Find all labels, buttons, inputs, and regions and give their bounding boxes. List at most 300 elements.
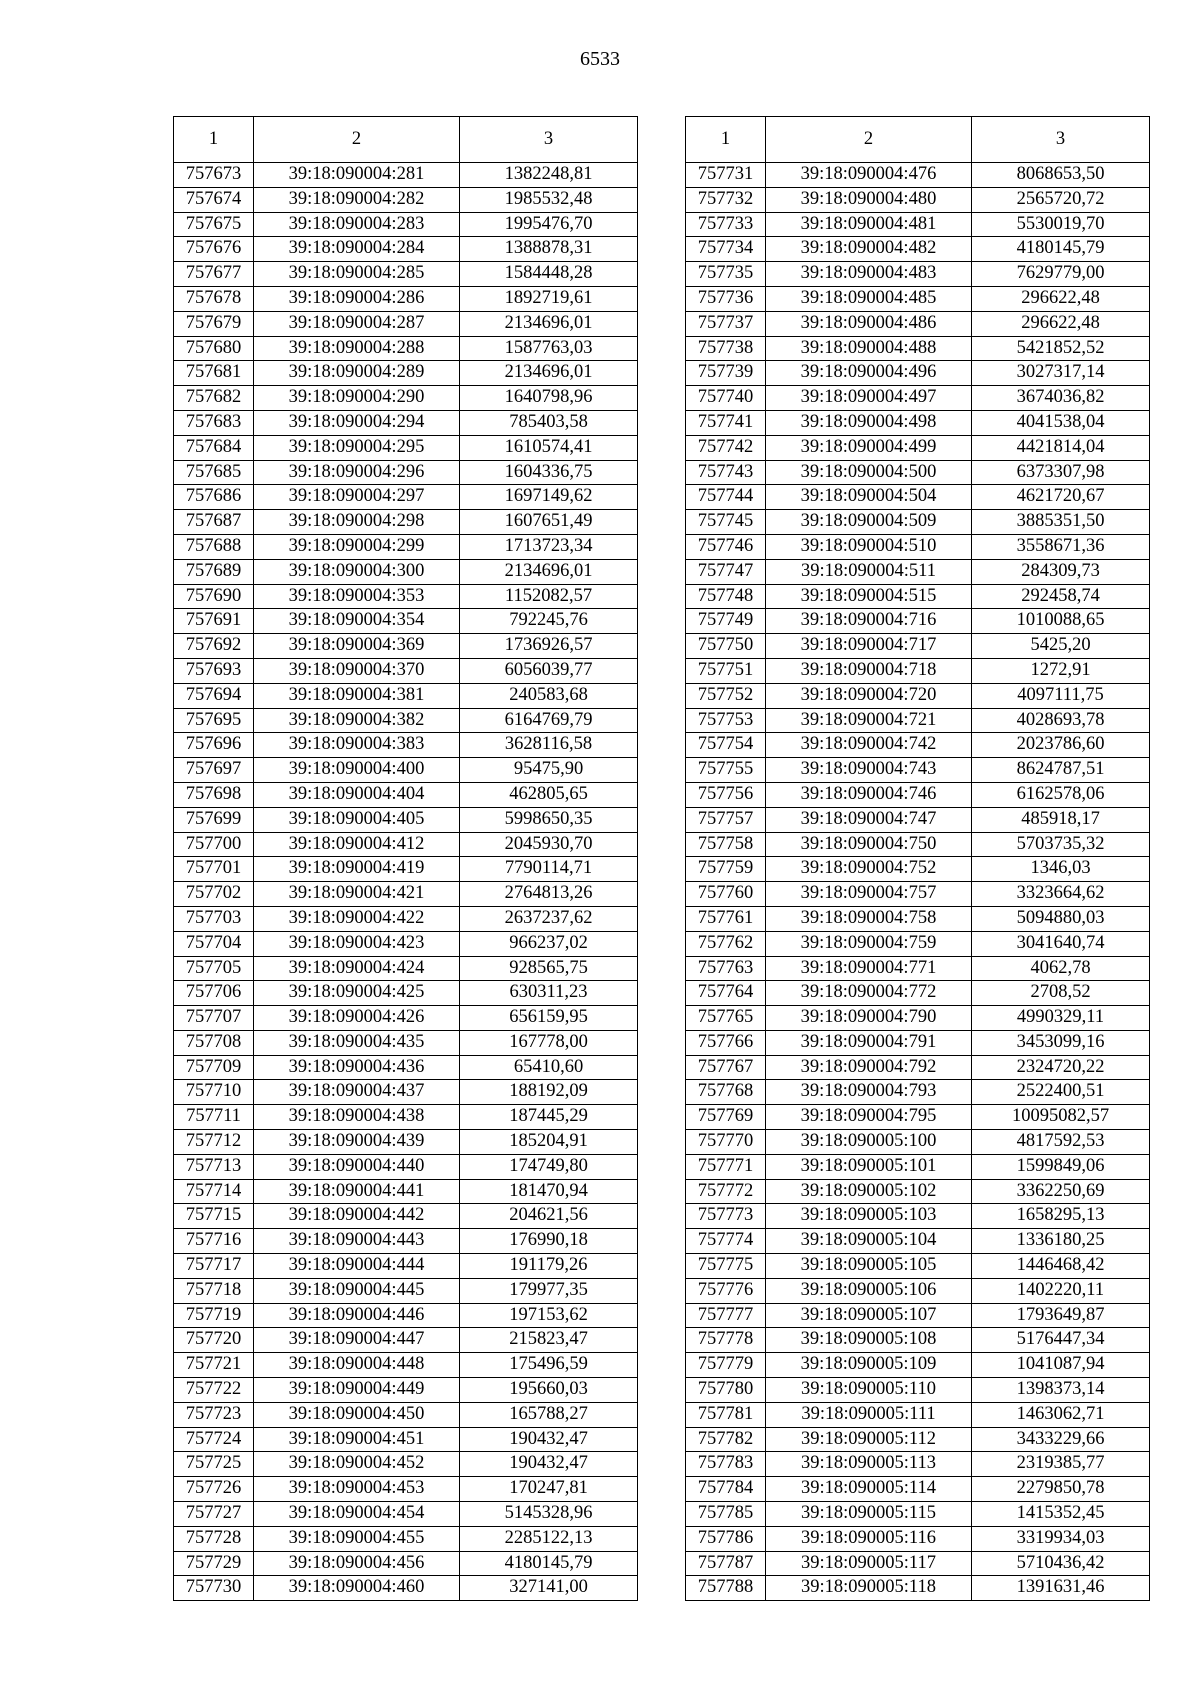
cadastral-number: 39:18:090004:443 [254,1229,460,1254]
cadastral-value: 5145328,96 [460,1502,638,1527]
left-table-body [174,163,638,1601]
record-number: 757749 [686,609,766,634]
cadastral-value: 1985532,48 [460,187,638,212]
cadastral-number: 39:18:090004:299 [254,534,460,559]
table-row [686,807,1150,832]
record-number: 757703 [174,906,254,931]
record-number: 757707 [174,1006,254,1031]
record-number: 757691 [174,609,254,634]
cadastral-value: 4180145,79 [460,1551,638,1576]
table-row [686,1378,1150,1403]
table-row [686,212,1150,237]
table-row [174,758,638,783]
cadastral-value: 5703735,32 [972,832,1150,857]
record-number: 757770 [686,1130,766,1155]
cadastral-value: 7790114,71 [460,857,638,882]
table-row [686,410,1150,435]
table-row [686,286,1150,311]
record-number: 757714 [174,1179,254,1204]
record-number: 757708 [174,1030,254,1055]
cadastral-value: 5094880,03 [972,906,1150,931]
record-number: 757745 [686,510,766,535]
cadastral-number: 39:18:090004:438 [254,1105,460,1130]
table-row [174,1229,638,1254]
table-row [686,510,1150,535]
record-number: 757755 [686,758,766,783]
record-number: 757712 [174,1130,254,1155]
record-number: 757783 [686,1452,766,1477]
cadastral-value: 1272,91 [972,658,1150,683]
cadastral-number: 39:18:090004:446 [254,1303,460,1328]
record-number: 757724 [174,1427,254,1452]
record-number: 757771 [686,1154,766,1179]
cadastral-number: 39:18:090004:423 [254,931,460,956]
cadastral-number: 39:18:090005:114 [766,1477,972,1502]
record-number: 757680 [174,336,254,361]
record-number: 757694 [174,683,254,708]
cadastral-number: 39:18:090004:412 [254,832,460,857]
cadastral-number: 39:18:090004:450 [254,1402,460,1427]
cadastral-number: 39:18:090004:772 [766,981,972,1006]
cadastral-number: 39:18:090004:436 [254,1055,460,1080]
cadastral-value: 292458,74 [972,584,1150,609]
record-number: 757746 [686,534,766,559]
table-row [174,1477,638,1502]
table-row [174,1551,638,1576]
table-row [174,1204,638,1229]
record-number: 757686 [174,485,254,510]
cadastral-number: 39:18:090004:515 [766,584,972,609]
record-number: 757701 [174,857,254,882]
table-row [174,1130,638,1155]
table-row [686,658,1150,683]
cadastral-value: 3628116,58 [460,733,638,758]
record-number: 757706 [174,981,254,1006]
cadastral-value: 240583,68 [460,683,638,708]
cadastral-value: 327141,00 [460,1576,638,1601]
table-row [174,1303,638,1328]
record-number: 757695 [174,708,254,733]
cadastral-number: 39:18:090004:504 [766,485,972,510]
table-row [174,1006,638,1031]
table-row [686,1204,1150,1229]
cadastral-number: 39:18:090004:746 [766,782,972,807]
record-number: 757786 [686,1526,766,1551]
table-row [686,460,1150,485]
table-row [174,584,638,609]
cadastral-value: 3433229,66 [972,1427,1150,1452]
cadastral-value: 1607651,49 [460,510,638,535]
record-number: 757743 [686,460,766,485]
table-row [686,163,1150,188]
cadastral-number: 39:18:090005:110 [766,1378,972,1403]
record-number: 757758 [686,832,766,857]
record-number: 757729 [174,1551,254,1576]
cadastral-number: 39:18:090005:113 [766,1452,972,1477]
column-header-3: 3 [460,117,638,163]
cadastral-value: 5530019,70 [972,212,1150,237]
record-number: 757788 [686,1576,766,1601]
cadastral-value: 1584448,28 [460,262,638,287]
cadastral-value: 2522400,51 [972,1080,1150,1105]
record-number: 757763 [686,956,766,981]
cadastral-value: 167778,00 [460,1030,638,1055]
table-row [686,1006,1150,1031]
left-table [173,116,638,1601]
cadastral-number: 39:18:090004:284 [254,237,460,262]
cadastral-value: 8624787,51 [972,758,1150,783]
cadastral-number: 39:18:090004:285 [254,262,460,287]
table-row [686,237,1150,262]
cadastral-number: 39:18:090005:102 [766,1179,972,1204]
record-number: 757726 [174,1477,254,1502]
cadastral-value: 3319934,03 [972,1526,1150,1551]
cadastral-value: 5710436,42 [972,1551,1150,1576]
table-row [686,1278,1150,1303]
record-number: 757752 [686,683,766,708]
table-row [686,1576,1150,1601]
cadastral-number: 39:18:090004:716 [766,609,972,634]
cadastral-number: 39:18:090005:117 [766,1551,972,1576]
cadastral-number: 39:18:090004:289 [254,361,460,386]
cadastral-value: 2045930,70 [460,832,638,857]
record-number: 757737 [686,311,766,336]
table-row [174,485,638,510]
table-row [686,187,1150,212]
record-number: 757696 [174,733,254,758]
cadastral-number: 39:18:090005:109 [766,1353,972,1378]
table-row [174,1254,638,1279]
table-row [174,386,638,411]
cadastral-number: 39:18:090004:425 [254,981,460,1006]
table-row [174,286,638,311]
table-row [686,1551,1150,1576]
cadastral-number: 39:18:090004:437 [254,1080,460,1105]
record-number: 757768 [686,1080,766,1105]
record-number: 757732 [686,187,766,212]
record-number: 757780 [686,1378,766,1403]
cadastral-value: 6162578,06 [972,782,1150,807]
table-row [174,857,638,882]
table-row [686,1030,1150,1055]
cadastral-number: 39:18:090004:792 [766,1055,972,1080]
table-row [686,534,1150,559]
cadastral-value: 4062,78 [972,956,1150,981]
table-row [686,981,1150,1006]
record-number: 757702 [174,882,254,907]
cadastral-value: 4817592,53 [972,1130,1150,1155]
cadastral-value: 1587763,03 [460,336,638,361]
record-number: 757700 [174,832,254,857]
cadastral-value: 1398373,14 [972,1378,1150,1403]
cadastral-number: 39:18:090004:447 [254,1328,460,1353]
cadastral-number: 39:18:090005:105 [766,1254,972,1279]
cadastral-number: 39:18:090004:743 [766,758,972,783]
table-row [686,1303,1150,1328]
table-row [174,510,638,535]
table-row [686,361,1150,386]
cadastral-value: 185204,91 [460,1130,638,1155]
record-number: 757778 [686,1328,766,1353]
cadastral-number: 39:18:090005:115 [766,1502,972,1527]
cadastral-value: 2319385,77 [972,1452,1150,1477]
cadastral-value: 3362250,69 [972,1179,1150,1204]
cadastral-number: 39:18:090004:353 [254,584,460,609]
table-row [174,1452,638,1477]
table-row [174,1154,638,1179]
cadastral-number: 39:18:090004:451 [254,1427,460,1452]
table-row [174,782,638,807]
cadastral-number: 39:18:090004:509 [766,510,972,535]
cadastral-value: 928565,75 [460,956,638,981]
cadastral-number: 39:18:090004:759 [766,931,972,956]
cadastral-number: 39:18:090004:281 [254,163,460,188]
cadastral-value: 6056039,77 [460,658,638,683]
cadastral-number: 39:18:090004:485 [766,286,972,311]
cadastral-number: 39:18:090004:791 [766,1030,972,1055]
record-number: 757776 [686,1278,766,1303]
table-row [686,1328,1150,1353]
table-row [686,1477,1150,1502]
table-row [174,882,638,907]
table-row [686,931,1150,956]
cadastral-value: 6164769,79 [460,708,638,733]
cadastral-value: 10095082,57 [972,1105,1150,1130]
cadastral-value: 3674036,82 [972,386,1150,411]
cadastral-value: 1010088,65 [972,609,1150,634]
cadastral-value: 191179,26 [460,1254,638,1279]
cadastral-value: 1599849,06 [972,1154,1150,1179]
cadastral-number: 39:18:090004:720 [766,683,972,708]
record-number: 757711 [174,1105,254,1130]
cadastral-value: 176990,18 [460,1229,638,1254]
cadastral-number: 39:18:090004:444 [254,1254,460,1279]
cadastral-value: 4421814,04 [972,435,1150,460]
cadastral-number: 39:18:090004:440 [254,1154,460,1179]
table-row [686,435,1150,460]
cadastral-number: 39:18:090004:757 [766,882,972,907]
cadastral-number: 39:18:090004:442 [254,1204,460,1229]
record-number: 757705 [174,956,254,981]
cadastral-number: 39:18:090004:381 [254,683,460,708]
cadastral-number: 39:18:090004:771 [766,956,972,981]
record-number: 757720 [174,1328,254,1353]
table-row [686,311,1150,336]
cadastral-number: 39:18:090004:419 [254,857,460,882]
cadastral-value: 1736926,57 [460,634,638,659]
record-number: 757734 [686,237,766,262]
cadastral-value: 197153,62 [460,1303,638,1328]
cadastral-value: 462805,65 [460,782,638,807]
cadastral-number: 39:18:090004:717 [766,634,972,659]
cadastral-value: 95475,90 [460,758,638,783]
record-number: 757784 [686,1477,766,1502]
record-number: 757739 [686,361,766,386]
cadastral-number: 39:18:090004:298 [254,510,460,535]
record-number: 757787 [686,1551,766,1576]
record-number: 757688 [174,534,254,559]
record-number: 757762 [686,931,766,956]
table-row [174,1105,638,1130]
table-row [174,1030,638,1055]
record-number: 757692 [174,634,254,659]
table-row [686,1229,1150,1254]
cadastral-number: 39:18:090004:421 [254,882,460,907]
cadastral-number: 39:18:090004:721 [766,708,972,733]
record-number: 757764 [686,981,766,1006]
record-number: 757779 [686,1353,766,1378]
table-row [174,187,638,212]
record-number: 757731 [686,163,766,188]
record-number: 757718 [174,1278,254,1303]
column-header-1: 1 [174,117,254,163]
cadastral-number: 39:18:090004:742 [766,733,972,758]
table-row [174,1278,638,1303]
cadastral-value: 3885351,50 [972,510,1150,535]
record-number: 757750 [686,634,766,659]
cadastral-number: 39:18:090004:790 [766,1006,972,1031]
record-number: 757677 [174,262,254,287]
cadastral-number: 39:18:090005:112 [766,1427,972,1452]
cadastral-number: 39:18:090004:448 [254,1353,460,1378]
record-number: 757723 [174,1402,254,1427]
table-row [686,733,1150,758]
table-row [174,336,638,361]
table-row [174,435,638,460]
table-row [686,386,1150,411]
table-row [174,559,638,584]
table-row [174,733,638,758]
cadastral-number: 39:18:090004:441 [254,1179,460,1204]
record-number: 757742 [686,435,766,460]
table-row [174,1328,638,1353]
record-number: 757722 [174,1378,254,1403]
cadastral-number: 39:18:090005:118 [766,1576,972,1601]
record-number: 757693 [174,658,254,683]
table-row [686,857,1150,882]
cadastral-value: 1713723,34 [460,534,638,559]
table-row [686,262,1150,287]
cadastral-value: 1640798,96 [460,386,638,411]
record-number: 757674 [174,187,254,212]
table-row [686,1402,1150,1427]
cadastral-value: 2708,52 [972,981,1150,1006]
record-number: 757781 [686,1402,766,1427]
cadastral-number: 39:18:090004:456 [254,1551,460,1576]
cadastral-number: 39:18:090004:752 [766,857,972,882]
cadastral-number: 39:18:090005:107 [766,1303,972,1328]
record-number: 757740 [686,386,766,411]
cadastral-number: 39:18:090004:496 [766,361,972,386]
table-row [686,1526,1150,1551]
cadastral-value: 2565720,72 [972,187,1150,212]
cadastral-number: 39:18:090004:455 [254,1526,460,1551]
cadastral-value: 4097111,75 [972,683,1150,708]
table-row [686,1353,1150,1378]
cadastral-number: 39:18:090004:750 [766,832,972,857]
cadastral-value: 1346,03 [972,857,1150,882]
record-number: 757685 [174,460,254,485]
cadastral-value: 195660,03 [460,1378,638,1403]
cadastral-number: 39:18:090005:103 [766,1204,972,1229]
table-row [686,485,1150,510]
record-number: 757673 [174,163,254,188]
record-number: 757751 [686,658,766,683]
cadastral-value: 4990329,11 [972,1006,1150,1031]
record-number: 757676 [174,237,254,262]
record-number: 757717 [174,1254,254,1279]
cadastral-number: 39:18:090004:296 [254,460,460,485]
cadastral-value: 2285122,13 [460,1526,638,1551]
cadastral-number: 39:18:090005:116 [766,1526,972,1551]
table-row [686,1055,1150,1080]
cadastral-number: 39:18:090004:488 [766,336,972,361]
header-row [686,117,1150,163]
cadastral-value: 170247,81 [460,1477,638,1502]
cadastral-value: 2134696,01 [460,311,638,336]
table-row [686,782,1150,807]
cadastral-value: 296622,48 [972,286,1150,311]
table-row [686,1179,1150,1204]
cadastral-number: 39:18:090004:747 [766,807,972,832]
record-number: 757769 [686,1105,766,1130]
table-row [686,336,1150,361]
cadastral-number: 39:18:090004:454 [254,1502,460,1527]
table-row [174,807,638,832]
cadastral-value: 1604336,75 [460,460,638,485]
cadastral-value: 1892719,61 [460,286,638,311]
cadastral-number: 39:18:090004:511 [766,559,972,584]
cadastral-value: 1610574,41 [460,435,638,460]
cadastral-value: 1391631,46 [972,1576,1150,1601]
cadastral-value: 630311,23 [460,981,638,1006]
cadastral-number: 39:18:090004:793 [766,1080,972,1105]
record-number: 757709 [174,1055,254,1080]
right-table-body [686,163,1150,1601]
column-header-3: 3 [972,117,1150,163]
cadastral-number: 39:18:090005:108 [766,1328,972,1353]
cadastral-number: 39:18:090004:439 [254,1130,460,1155]
table-row [174,956,638,981]
table-row [686,1502,1150,1527]
cadastral-number: 39:18:090004:300 [254,559,460,584]
cadastral-value: 2134696,01 [460,559,638,584]
record-number: 757736 [686,286,766,311]
record-number: 757683 [174,410,254,435]
cadastral-value: 1995476,70 [460,212,638,237]
record-number: 757678 [174,286,254,311]
cadastral-value: 1697149,62 [460,485,638,510]
cadastral-value: 2637237,62 [460,906,638,931]
table-row [174,534,638,559]
cadastral-number: 39:18:090004:290 [254,386,460,411]
cadastral-number: 39:18:090004:287 [254,311,460,336]
record-number: 757757 [686,807,766,832]
table-row [174,311,638,336]
cadastral-value: 165788,27 [460,1402,638,1427]
record-number: 757741 [686,410,766,435]
record-number: 757697 [174,758,254,783]
table-row [174,1378,638,1403]
cadastral-value: 4621720,67 [972,485,1150,510]
cadastral-number: 39:18:090004:405 [254,807,460,832]
record-number: 757756 [686,782,766,807]
cadastral-number: 39:18:090004:294 [254,410,460,435]
table-row [174,708,638,733]
record-number: 757760 [686,882,766,907]
cadastral-value: 284309,73 [972,559,1150,584]
record-number: 757774 [686,1229,766,1254]
